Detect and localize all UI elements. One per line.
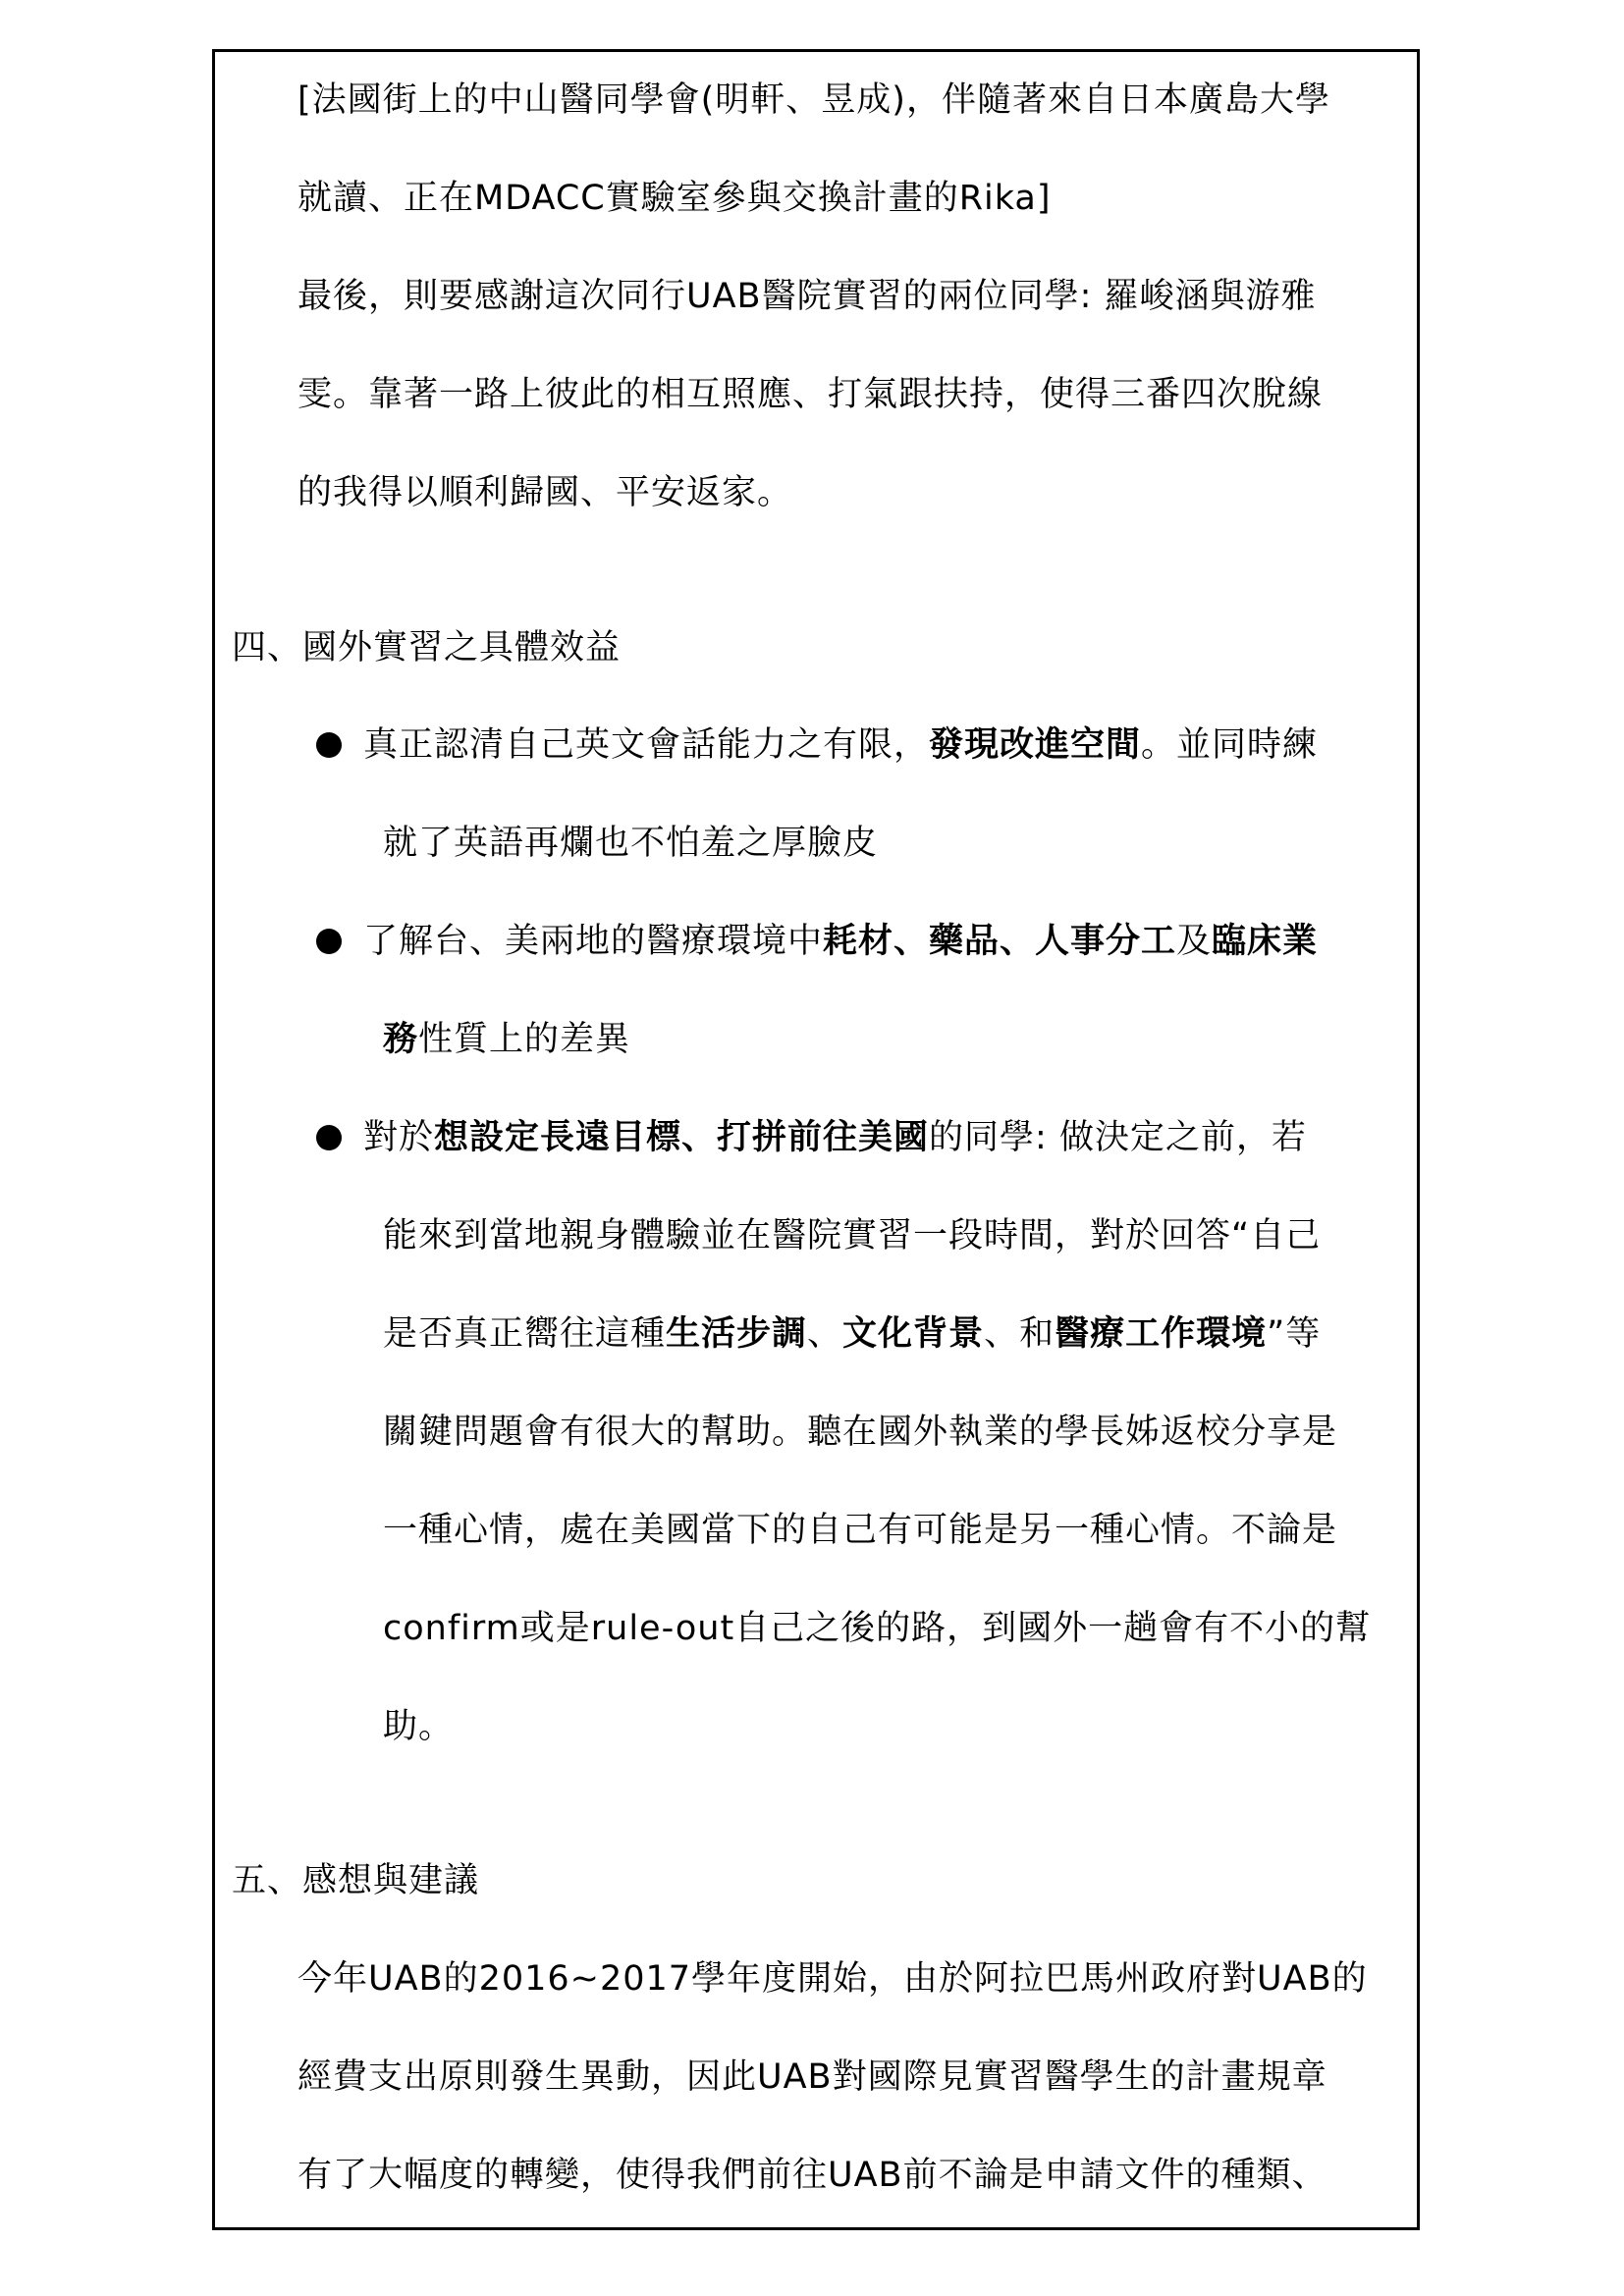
bullet-3-line-3 [383,1312,1321,1356]
bullet-3-line-5: 一種心情，處在美國當下的自己有可能是另一種心情。不論是 [383,1511,1338,1550]
bullet-2-line-1 [363,920,1318,963]
bullet-3-line3-b: 生活步調 [666,1314,808,1354]
bullet-1-line-1 [363,723,1318,767]
bullet-3-line3-f: 醫療工作環境 [1055,1314,1268,1354]
bullet-2-bold-line2: 務 [383,1020,419,1059]
bullet-1-bold-a: 發現改進空間 [929,725,1142,765]
bullet-3-line-1 [363,1116,1307,1159]
intro-line-3: 最後，則要感謝這次同行UAB醫院實習的兩位同學: 羅峻涵與游雅 [298,277,1317,316]
bullet-2-text-a: 了解台、美兩地的醫療環境中 [363,922,824,961]
bullet-2-bold-b: 耗材、藥品、人事分工 [823,922,1177,961]
intro-line-2: 就讀、正在MDACC實驗室參與交換計畫的Rika] [298,179,1052,218]
bullet-1-line-2: 就了英語再爛也不怕羞之厚臉皮 [383,824,879,863]
bullet-3-line3-c: 、 [807,1314,843,1354]
bullet-dot-2 [316,929,342,954]
intro-line-4: 雯。靠著一路上彼此的相互照應、打氣跟扶持，使得三番四次脫線 [298,375,1324,414]
section-4-heading: 四、國外實習之具體效益 [232,628,622,667]
bullet-3-line-2: 能來到當地親身體驗並在醫院實習一段時間，對於回答“自己 [383,1216,1322,1255]
bullet-2-text-c: 及 [1176,922,1213,961]
section-5-heading: 五、感想與建議 [232,1861,480,1900]
section-5-line-2: 經費支出原則發生異動，因此UAB對國際見實習醫學生的計畫規章 [298,2057,1327,2097]
bullet-3-line3-e: 、和 [984,1314,1056,1354]
bullet-dot-1 [316,732,342,758]
intro-line-1: [法國街上的中山醫同學會(明軒、昱成)，伴隨著來自日本廣島大學 [298,80,1330,120]
bullet-1-text-a: 真正認清自己英文會話能力之有限， [363,725,930,765]
section-5-line-3: 有了大幅度的轉變，使得我們前往UAB前不論是申請文件的種類、 [298,2156,1327,2195]
bullet-3-line3-a: 是否真正嚮往這種 [383,1314,667,1354]
bullet-2-bold-d: 臨床業 [1212,922,1319,961]
bullet-3-line-4: 關鍵問題會有很大的幫助。聽在國外執業的學長姊返校分享是 [383,1413,1338,1452]
section-5-line-1: 今年UAB的2016~2017學年度開始，由於阿拉巴馬州政府對UAB的 [298,1959,1368,1999]
bullet-3-bold-b: 想設定長遠目標、打拼前往美國 [434,1118,930,1157]
bullet-3-line-6: confirm或是rule-out自己之後的路，到國外一趟會有不小的幫 [383,1609,1372,1648]
bullet-dot-3 [316,1125,342,1150]
bullet-3-line3-d: 文化背景 [842,1314,985,1354]
bullet-3-line-7: 助。 [383,1707,455,1746]
bullet-1-text-c: 。並同時練 [1141,725,1319,765]
bullet-2-text-line2: 性質上的差異 [418,1020,631,1059]
bullet-2-line-2 [383,1018,630,1061]
bullet-3-line3-g: ”等 [1267,1314,1322,1354]
bullet-3-text-c: 的同學: 做決定之前，若 [929,1118,1307,1157]
intro-line-5: 的我得以順利歸國、平安返家。 [298,473,793,512]
bullet-3-text-a: 對於 [363,1118,435,1157]
